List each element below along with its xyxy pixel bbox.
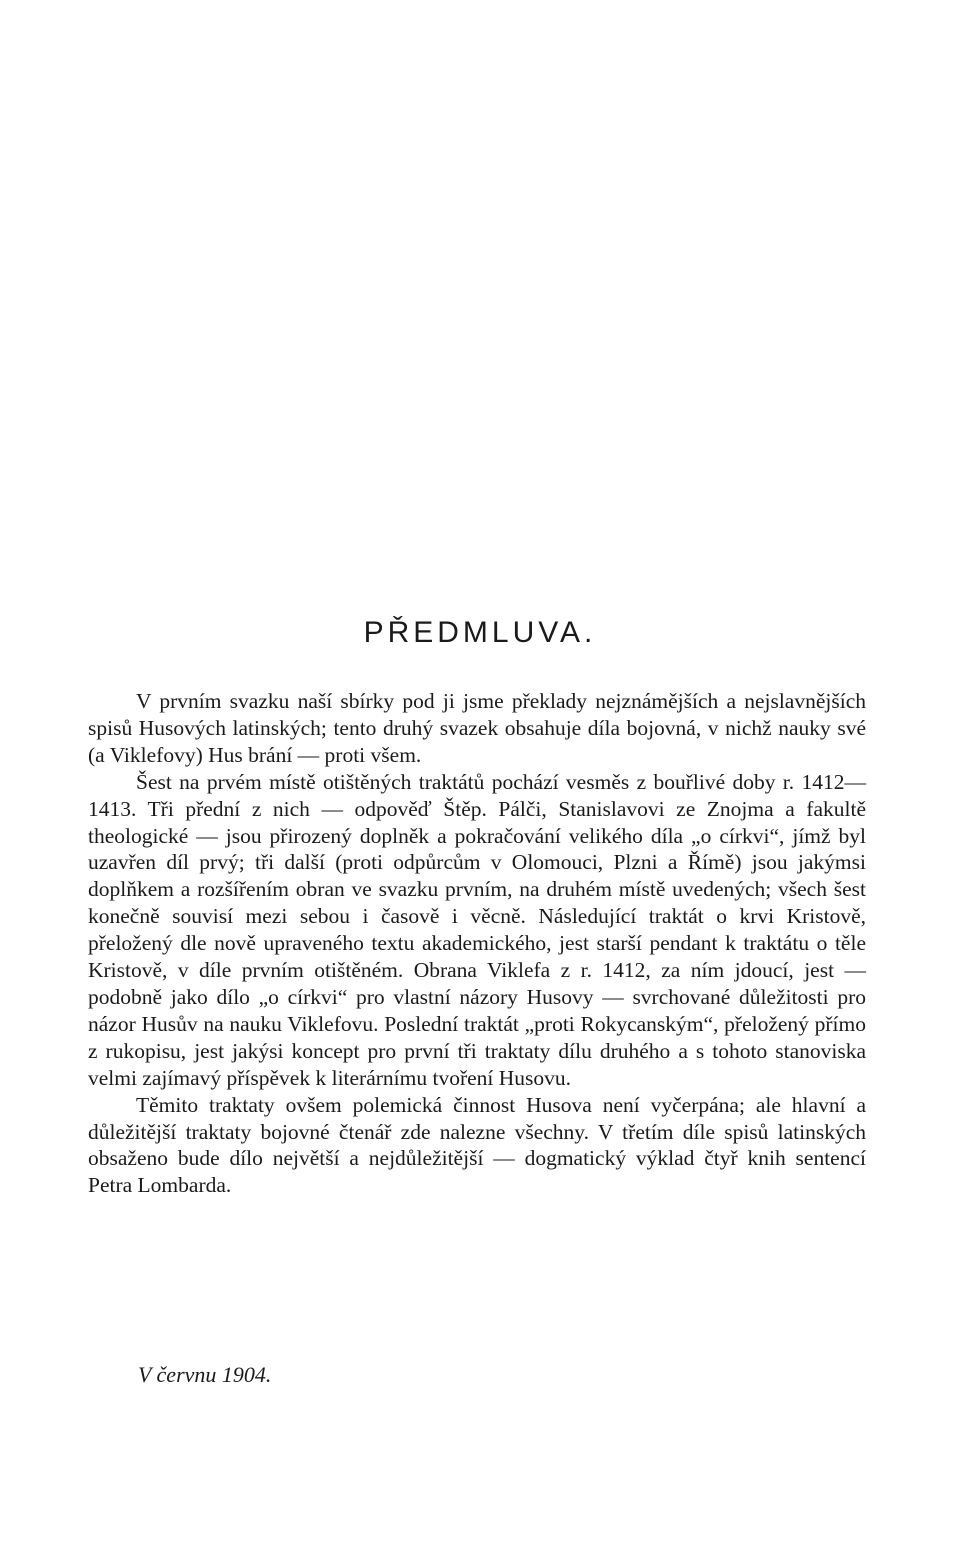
page-title: PŘEDMLUVA. (363, 616, 597, 649)
paragraph: Těmito traktaty ovšem polemická činnost Husova není vyčerpána; ale hlavní a důležitější traktaty bojovné čtenář zde nalezne všechny. V třetím díle spisů latinských obsaženo bude dílo největší a nejdůležitější — dogmatický výklad čtyř knih sentencí Petra Lombarda. (88, 1092, 866, 1198)
paragraph: V prvním svazku naší sbírky pod ji jsme překlady nejznámějších a nejslavnějších spisů Husových latinských; tento druhý svazek obsahuje díla bojovná, v nichž nauky své (a Viklefovy) Hus brání — proti všem. (88, 689, 866, 767)
paragraph: Šest na prvém místě otištěných traktátů pochází vesměs z bouřlivé doby r. 1412—1413. Tři přední z nich — odpověď Štěp. Pálči, Stanislavovi ze Znojma a fakultě theologické — jsou přirozený doplněk a pokračování velikého díla „o církvi“, jímž byl uzavřen díl prvý; tři další (proti odpůrcům v Olomouci, Plzni a Římě) jsou jakýmsi doplňkem a rozšířením obran ve svazku prvním, na druhém místě uvedených; všech šest konečně souvisí mezi sebou i časově i věcně. Následující traktát o krvi Kristově, přeložený dle nově upraveného textu akademického, jest starší pendant k traktátu o těle Kristově, v díle prvním otištěném. Obrana Viklefa z r. 1412, za ním jdoucí, jest — podobně jako dílo „o církvi“ pro vlastní názory Husovy — svrchované důležitosti pro názor Husův na nauku Viklefovu. Poslední traktát „proti Rokycanským“, přeložený přímo z rukopisu, jest jakýsi koncept pro první tři traktaty dílu druhého a s tohoto stanoviska velmi zajímavý příspěvek k literárnímu tvoření Husovu. (88, 769, 866, 1090)
date-signature: V červnu 1904. (138, 1362, 272, 1387)
preface-body (88, 688, 866, 1199)
